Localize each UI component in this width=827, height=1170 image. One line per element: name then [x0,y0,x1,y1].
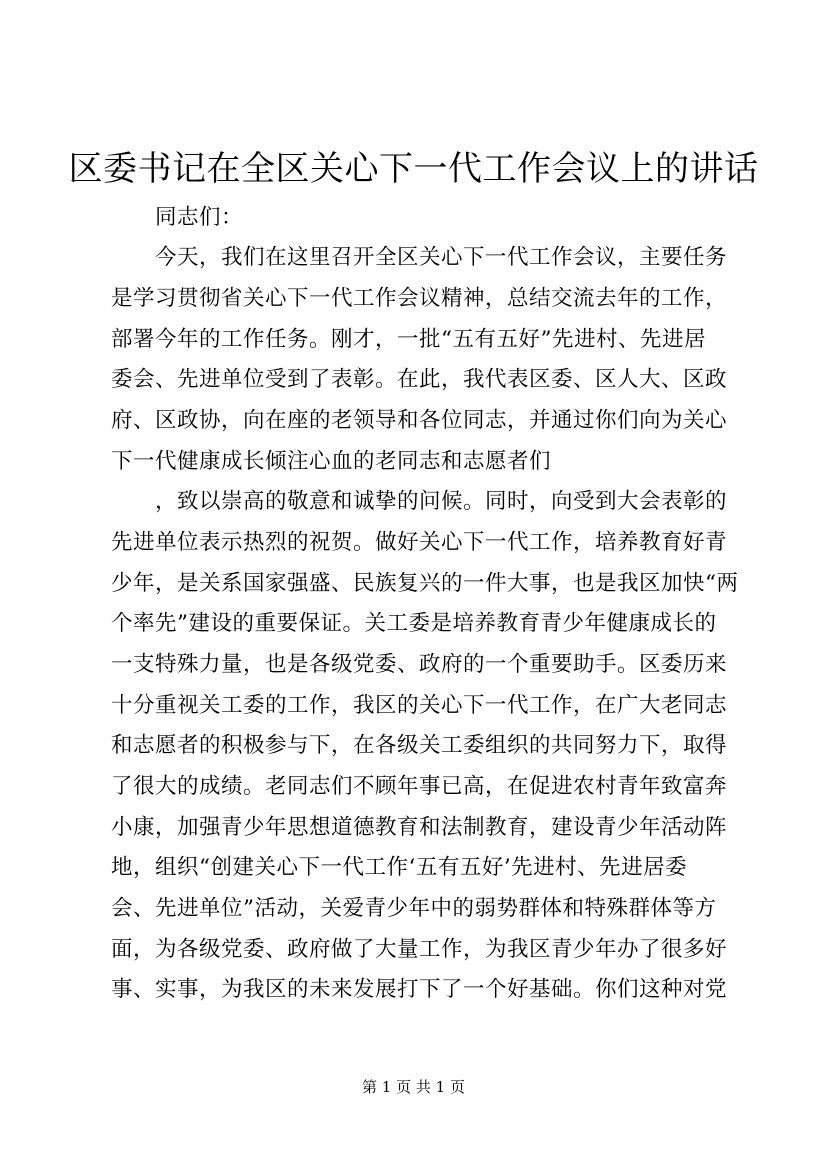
paragraph-line: 先进单位表示热烈的祝贺。做好关心下一代工作，培养教育好青 [111,530,728,555]
page-footer: 第 1 页 共 1 页 [362,1078,465,1096]
paragraph-line: 了很大的成绩。老同志们不顾年事已高，在促进农村青年致富奔 [111,774,728,799]
paragraph-line: 十分重视关工委的工作，我区的关心下一代工作，在广大老同志 [111,693,728,718]
paragraph-line: 今天，我们在这里召开全区关心下一代工作会议，主要任务 [111,245,728,270]
paragraph-line: 个率先”建设的重要保证。关工委是培养教育青少年健康成长的 [111,611,717,636]
paragraph-line: 会、先进单位”活动，关爱青少年中的弱势群体和特殊群体等方 [111,896,717,921]
paragraph-line: 是学习贯彻省关心下一代工作会议精神，总结交流去年的工作， [111,286,728,311]
paragraph-line: ，致以崇高的敬意和诚挚的问候。同时，向受到大会表彰的 [111,489,728,514]
paragraph-line: 地，组织“创建关心下一代工作‘五有五好’先进村、先进居委 [111,855,688,880]
paragraph-line: 同志们： [111,205,244,230]
paragraph-line: 一支特殊力量，也是各级党委、政府的一个重要助手。区委历来 [111,652,728,677]
paragraph-line: 少年，是关系国家强盛、民族复兴的一件大事，也是我区加快“两 [111,571,739,596]
paragraph-line: 委会、先进单位受到了表彰。在此，我代表区委、区人大、区政 [111,367,728,392]
paragraph-line: 面，为各级党委、政府做了大量工作，为我区青少年办了很多好 [111,937,728,962]
paragraph-line: 事、实事，为我区的未来发展打下了一个好基础。你们这种对党 [111,977,728,1002]
paragraph-line: 府、区政协，向在座的老领导和各位同志，并通过你们向为关心 [111,408,728,433]
document-title: 区委书记在全区关心下一代工作会议上的讲话 [68,149,759,189]
paragraph-line: 小康，加强青少年思想道德教育和法制教育，建设青少年活动阵 [111,815,728,840]
paragraph-line: 和志愿者的积极参与下，在各级关工委组织的共同努力下，取得 [111,733,728,758]
paragraph-line: 下一代健康成长倾注心血的老同志和志愿者们 [111,449,552,474]
paragraph-line: 部署今年的工作任务。刚才，一批“五有五好”先进村、先进居 [111,327,706,352]
